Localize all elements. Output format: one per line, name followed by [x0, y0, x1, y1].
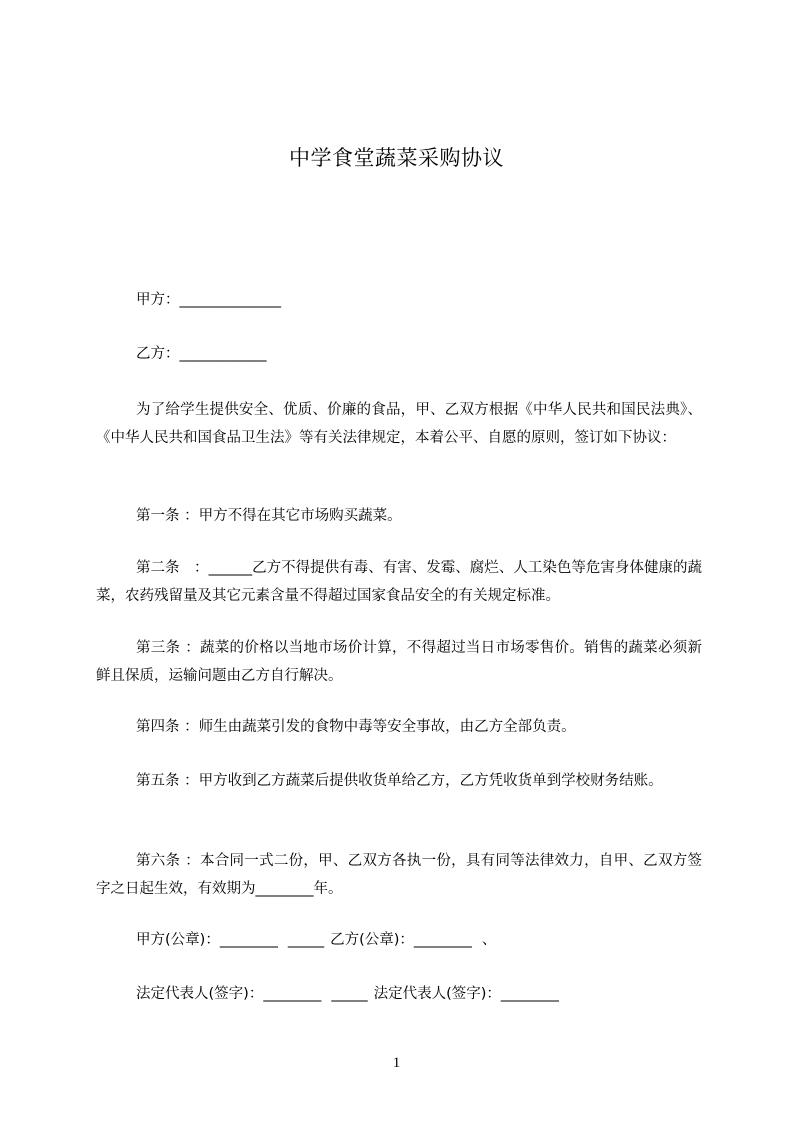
party-b-representative: 法定代表人(签字)：________ — [373, 986, 559, 1002]
page-number: 1 — [392, 1055, 401, 1071]
representative-blank: _____ — [331, 986, 368, 1002]
party-a-seal-blank: _____ — [287, 932, 325, 948]
document-title: 中学食堂蔬菜采购协议 — [289, 146, 504, 170]
party-b-seal-trailing: 、 — [481, 932, 497, 948]
article-4: 第四条 ：师生由蔬菜引发的食物中毒等安全事故，由乙方全部负责。 — [136, 719, 576, 735]
party-b-line: 乙方：____________ — [136, 346, 267, 362]
article-5: 第五条 ：甲方收到乙方蔬菜后提供收货单给乙方，乙方凭收货单到学校财务结账。 — [136, 773, 663, 789]
party-seal-line — [136, 930, 496, 950]
representative-line — [136, 984, 559, 1004]
party-a-line: 甲方：______________ — [136, 292, 281, 308]
preamble-paragraph: 为了给学生提供安全、优质、价廉的食品，甲、乙双方根据《中华人民共和国民法典》、《中华人民共和国食品卫生法》等有关法律规定，本着公平、自愿的原则，签订如下协议： — [96, 402, 702, 446]
party-b-seal: 乙方(公章)：________ — [330, 932, 472, 948]
article-6: 第六条 ：本合同一式二份，甲、乙双方各执一份，具有同等法律效力，自甲、乙双方签字之日起生效，有效期为________年。 — [96, 853, 702, 897]
article-2: 第二条 ：______乙方不得提供有毒、有害、发霉、腐烂、人工染色等危害身体健康的蔬菜，农药残留量及其它元素含量不得超过国家食品安全的有关规定标准。 — [96, 560, 702, 604]
party-a-representative: 法定代表人(签字)：________ — [136, 986, 322, 1002]
article-3: 第三条 ：蔬菜的价格以当地市场价计算，不得超过当日市场零售价。销售的蔬菜必须新鲜且保质，运输问题由乙方自行解决。 — [96, 640, 702, 684]
party-a-seal: 甲方(公章)：________ — [136, 932, 278, 948]
article-1: 第一条 ：甲方不得在其它市场购买蔬菜。 — [136, 508, 402, 524]
